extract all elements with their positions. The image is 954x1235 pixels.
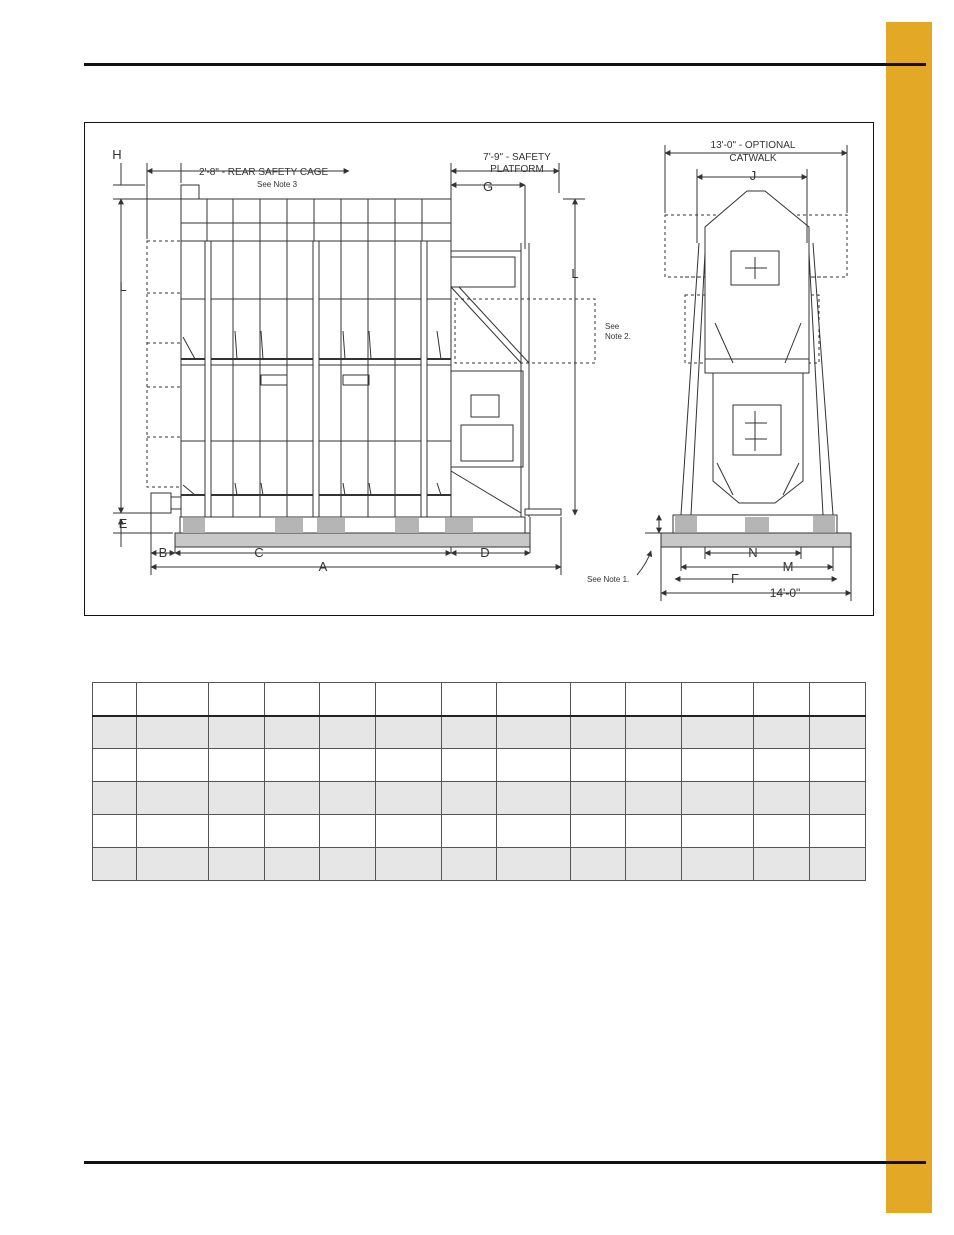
note2-line2: Note 2.	[605, 332, 631, 341]
note1-label: See Note 1.	[587, 575, 630, 584]
label-j: J	[749, 168, 757, 183]
table-cell	[320, 749, 376, 782]
label-h: H	[112, 147, 122, 162]
table-cell	[626, 782, 682, 815]
table-header-row	[93, 683, 866, 716]
table-cell	[626, 815, 682, 848]
label-m: M	[782, 559, 794, 574]
table-header-cell	[754, 683, 810, 716]
table-header-cell	[497, 683, 571, 716]
table-cell	[137, 782, 209, 815]
table-cell	[93, 749, 137, 782]
table-cell	[497, 749, 571, 782]
table-cell	[137, 749, 209, 782]
catwalk-label-line2: CATWALK	[729, 153, 777, 164]
control-panel	[451, 371, 523, 467]
label-b: B	[158, 545, 168, 560]
table-cell	[754, 848, 810, 881]
table-cell	[265, 782, 320, 815]
table-header-cell	[442, 683, 497, 716]
label-a: A	[318, 559, 328, 574]
dryer-end-lower	[713, 373, 803, 503]
table-cell	[754, 782, 810, 815]
table-cell	[209, 716, 265, 749]
dryer-end-upper	[705, 191, 809, 359]
table-cell	[810, 848, 866, 881]
note2-line1: See	[605, 322, 620, 331]
table-cell	[810, 782, 866, 815]
table-cell	[682, 815, 754, 848]
side-view	[113, 163, 595, 575]
table-cell	[497, 782, 571, 815]
dryer-dimension-drawing	[84, 122, 874, 616]
table-row	[93, 848, 866, 881]
table-header-cell	[626, 683, 682, 716]
label-n: N	[748, 545, 758, 560]
table-row	[93, 782, 866, 815]
table-cell	[442, 782, 497, 815]
table-cell	[571, 749, 626, 782]
table-header-cell	[93, 683, 137, 716]
table-cell	[810, 716, 866, 749]
platform-label-line2: PLATFORM	[490, 164, 544, 175]
table-cell	[320, 782, 376, 815]
table-header-cell	[137, 683, 209, 716]
table-cell	[265, 716, 320, 749]
table-header-cell	[320, 683, 376, 716]
table-cell	[209, 782, 265, 815]
table-cell	[93, 782, 137, 815]
table-cell	[626, 848, 682, 881]
label-l-left: L	[119, 279, 127, 294]
table-cell	[320, 815, 376, 848]
table-cell	[209, 749, 265, 782]
table-cell	[810, 749, 866, 782]
table-header-cell	[682, 683, 754, 716]
table-cell	[137, 848, 209, 881]
base-frame	[180, 517, 525, 533]
table-header-cell	[571, 683, 626, 716]
table-cell	[265, 749, 320, 782]
table-header-cell	[810, 683, 866, 716]
footer-rule	[84, 1161, 926, 1164]
table-cell	[442, 716, 497, 749]
table-cell	[754, 749, 810, 782]
label-l-right: L	[571, 266, 579, 281]
table-cell	[209, 815, 265, 848]
table-cell	[571, 782, 626, 815]
label-f: F	[731, 571, 739, 586]
table-cell	[209, 848, 265, 881]
rear-safety-cage	[147, 241, 181, 487]
table-cell	[265, 815, 320, 848]
label-d: D	[480, 545, 490, 560]
table-cell	[376, 815, 442, 848]
table-cell	[320, 716, 376, 749]
table-cell	[682, 716, 754, 749]
table-cell	[571, 815, 626, 848]
rear-cage-label: 2'-8" - REAR SAFETY CAGE	[199, 167, 329, 178]
end-view	[637, 145, 851, 601]
table-row	[93, 716, 866, 749]
table-header-cell	[209, 683, 265, 716]
table-cell	[754, 815, 810, 848]
table-cell	[376, 716, 442, 749]
table-cell	[497, 716, 571, 749]
table-cell	[682, 782, 754, 815]
table-cell	[810, 815, 866, 848]
table-cell	[497, 815, 571, 848]
table-cell	[682, 848, 754, 881]
header-rule	[84, 63, 926, 66]
table-cell	[442, 815, 497, 848]
table-cell	[137, 815, 209, 848]
dimensions-table	[92, 682, 866, 881]
table-cell	[93, 815, 137, 848]
table-cell	[571, 848, 626, 881]
table-cell	[626, 716, 682, 749]
table-cell	[442, 848, 497, 881]
table-cell	[497, 848, 571, 881]
table-cell	[571, 716, 626, 749]
label-g: G	[482, 179, 494, 194]
table-header-cell	[265, 683, 320, 716]
table-cell	[93, 716, 137, 749]
rear-cage-note: See Note 3	[257, 180, 298, 189]
table-cell	[376, 848, 442, 881]
table-cell	[442, 749, 497, 782]
table-cell	[376, 782, 442, 815]
table-cell	[376, 749, 442, 782]
table-cell	[93, 848, 137, 881]
table-cell	[320, 848, 376, 881]
catwalk-label-line1: 13'-0" - OPTIONAL	[710, 140, 796, 151]
overall-width-label: 14'-0"	[769, 586, 801, 600]
table-cell	[754, 716, 810, 749]
table-row	[93, 749, 866, 782]
platform-label-line1: 7'-9" - SAFETY	[483, 152, 551, 163]
table-cell	[626, 749, 682, 782]
table-cell	[265, 848, 320, 881]
drawing-svg	[85, 123, 875, 617]
label-c: C	[254, 545, 264, 560]
section-tab	[886, 22, 932, 1213]
table-cell	[137, 716, 209, 749]
base-pad	[175, 533, 530, 547]
table-cell	[682, 749, 754, 782]
table-row	[93, 815, 866, 848]
table-header-cell	[376, 683, 442, 716]
label-e: E	[118, 516, 128, 531]
platform-optional	[455, 299, 595, 363]
